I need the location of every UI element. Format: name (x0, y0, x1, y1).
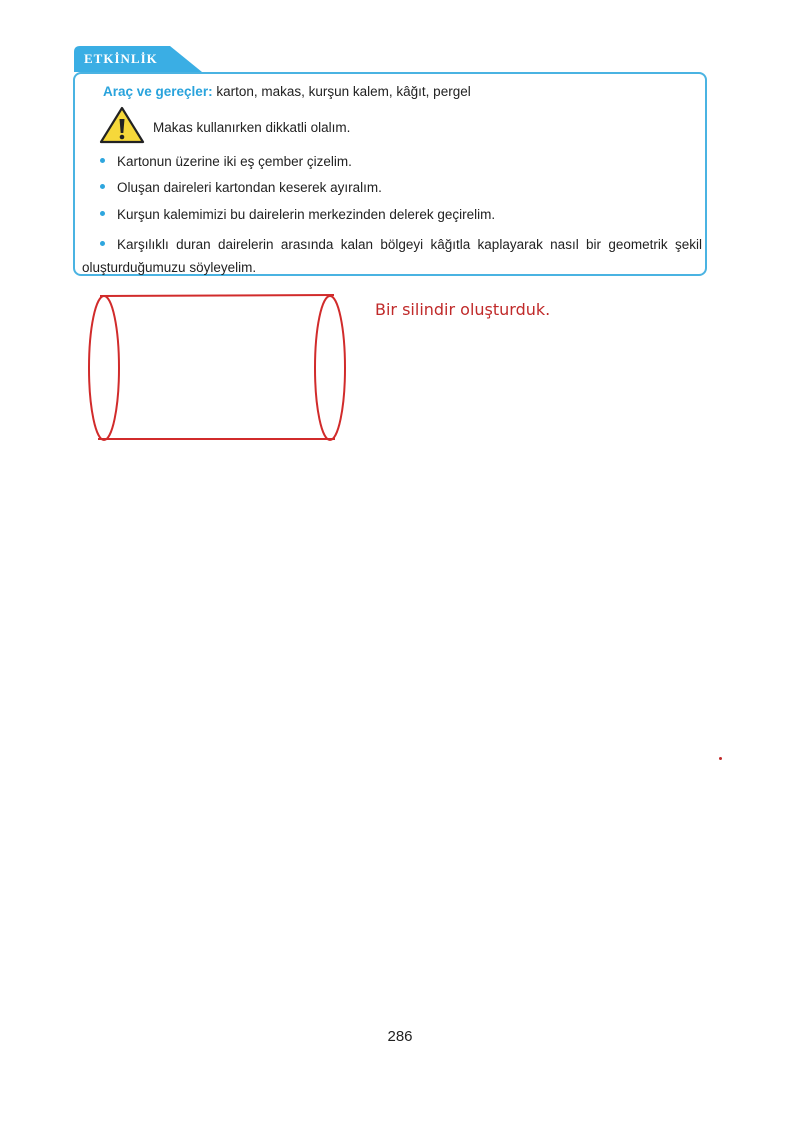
materials-label: Araç ve gereçler: (103, 84, 213, 99)
bullet-icon (100, 241, 105, 246)
step-text: Karşılıklı duran dairelerin arasında kalan bölgeyi kâğıtla kaplayarak nasıl bir geometrik şekil oluşturduğumuzu söyleyelim. (82, 237, 702, 275)
step-item (100, 180, 382, 195)
red-mark (719, 757, 722, 760)
materials-line (103, 84, 471, 99)
bullet-icon (100, 211, 105, 216)
step-text: Kurşun kalemimizi bu dairelerin merkezinden delerek geçirelim. (117, 207, 496, 222)
materials-text: karton, makas, kurşun kalem, kâğıt, pergel (216, 84, 471, 99)
step-item (82, 233, 702, 279)
section-tab-label: ETKİNLİK (84, 51, 158, 66)
step-item (100, 154, 352, 169)
warning-triangle-icon (99, 105, 145, 145)
section-tab (74, 46, 202, 72)
step-text: Kartonun üzerine iki eş çember çizelim. (117, 154, 352, 169)
bullet-icon (100, 158, 105, 163)
page-number: 286 (387, 1028, 413, 1045)
bullet-icon (100, 184, 105, 189)
answer-text: Bir silindir oluşturduk. (375, 300, 551, 319)
step-text: Oluşan daireleri kartondan keserek ayıralım. (117, 180, 382, 195)
cylinder-drawing (84, 290, 350, 445)
warning-text: Makas kullanırken dikkatli olalım. (153, 120, 351, 135)
step-item (100, 207, 495, 222)
